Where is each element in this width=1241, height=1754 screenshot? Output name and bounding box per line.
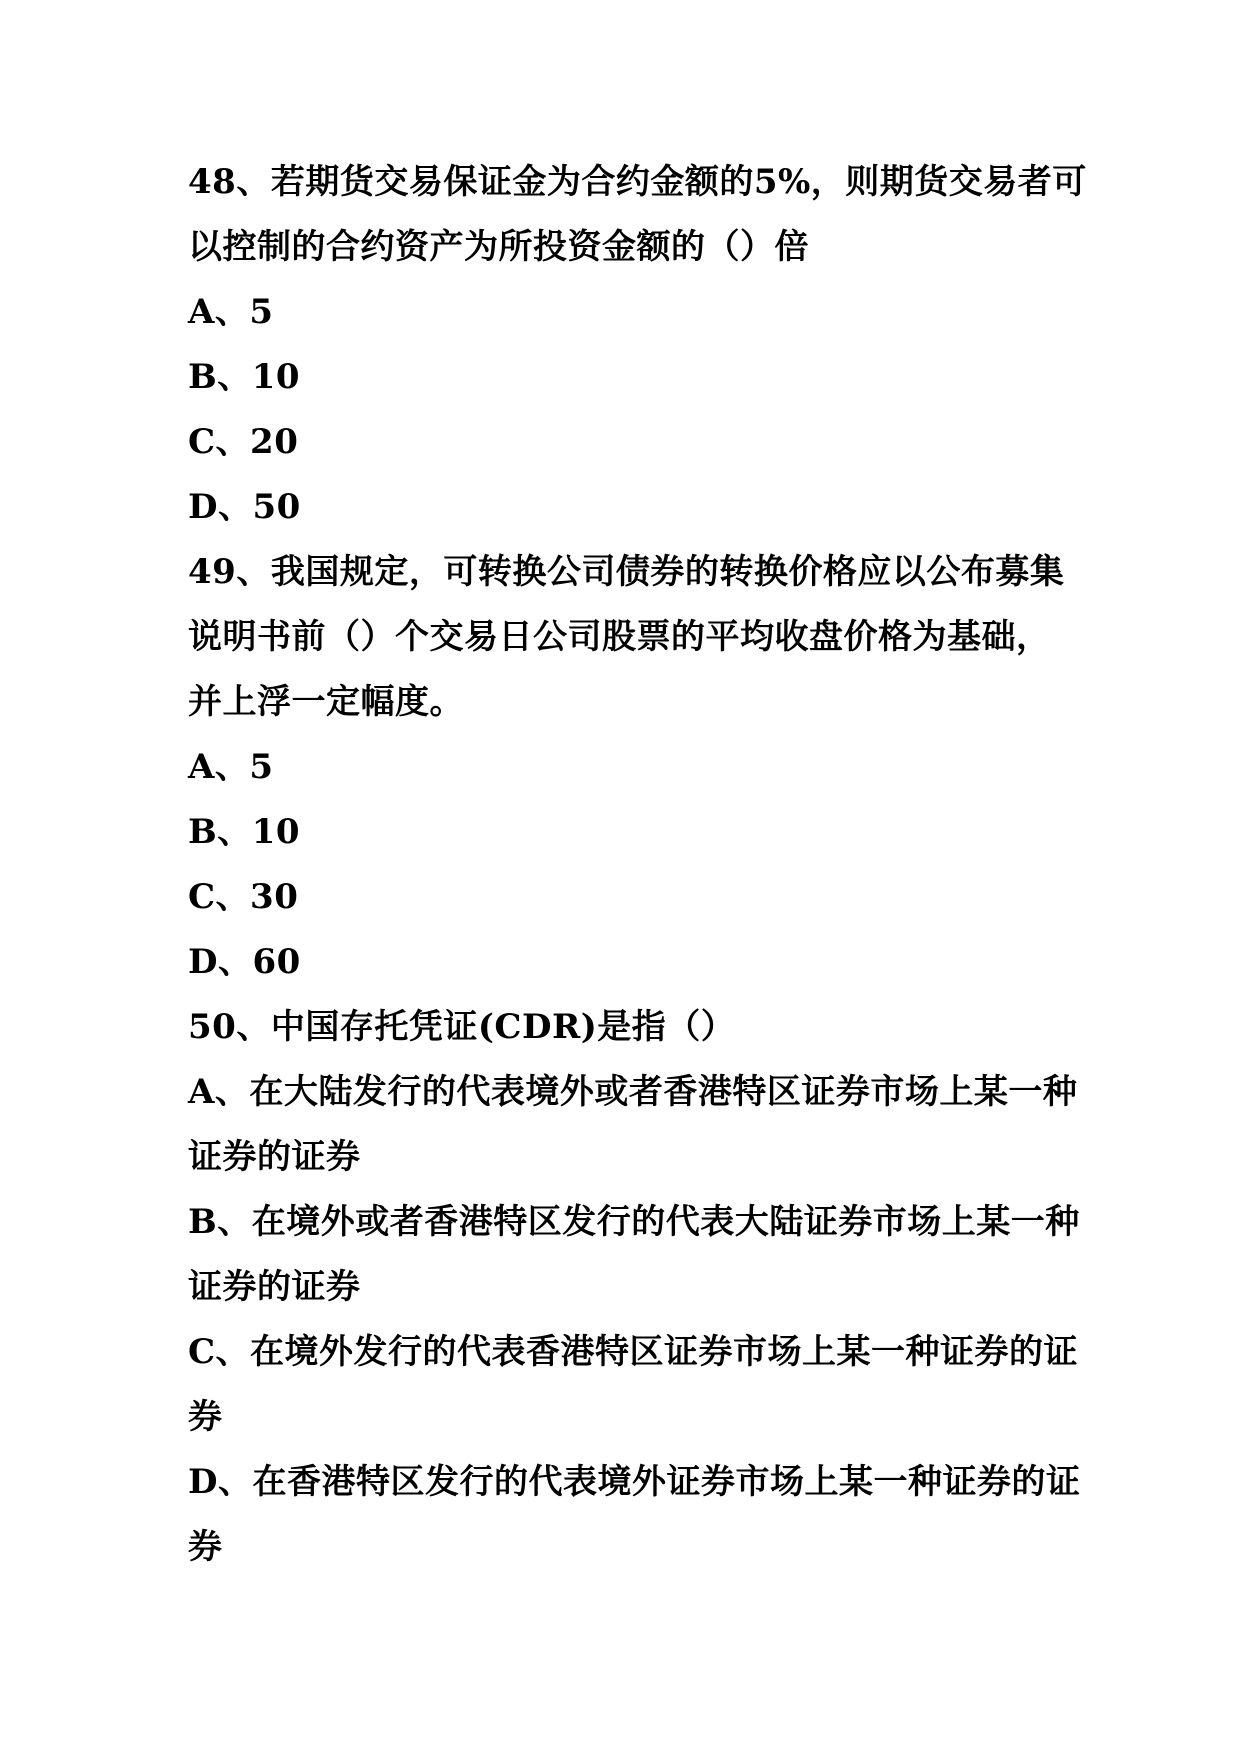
question-48	[188, 150, 1087, 540]
option-c: C、20	[188, 422, 299, 462]
option-d: D、在香港特区发行的代表境外证券市场上某一种证券的证	[188, 1462, 1081, 1502]
question-text-line: 并上浮一定幅度。	[188, 682, 464, 722]
option-b: B、10	[188, 357, 301, 397]
option-d-continued: 券	[188, 1527, 223, 1567]
option-b-continued: 证券的证券	[188, 1267, 361, 1307]
option-a: A、5	[188, 292, 274, 332]
option-d: D、50	[188, 487, 301, 527]
option-c: C、30	[188, 877, 299, 917]
option-c: C、在境外发行的代表香港特区证券市场上某一种证券的证	[188, 1332, 1079, 1372]
option-c-continued: 券	[188, 1397, 223, 1437]
question-text-line: 49、我国规定，可转换公司债券的转换价格应以公布募集	[188, 552, 1065, 592]
question-text-line: 48、若期货交易保证金为合约金额的5%，则期货交易者可	[188, 162, 1087, 202]
question-text-line: 50、中国存托凭证(CDR)是指（）	[188, 1007, 736, 1047]
option-d: D、60	[188, 942, 301, 982]
document-page	[188, 150, 1087, 1580]
question-50	[188, 995, 1081, 1580]
option-a-continued: 证券的证券	[188, 1137, 361, 1177]
option-b: B、10	[188, 812, 301, 852]
question-text-line: 以控制的合约资产为所投资金额的（）倍	[188, 227, 809, 267]
option-a: A、在大陆发行的代表境外或者香港特区证券市场上某一种	[188, 1072, 1078, 1112]
question-text-line: 说明书前（）个交易日公司股票的平均收盘价格为基础，	[188, 617, 1051, 657]
option-b: B、在境外或者香港特区发行的代表大陆证券市场上某一种	[188, 1202, 1080, 1242]
question-49	[188, 540, 1065, 995]
option-a: A、5	[188, 747, 274, 787]
